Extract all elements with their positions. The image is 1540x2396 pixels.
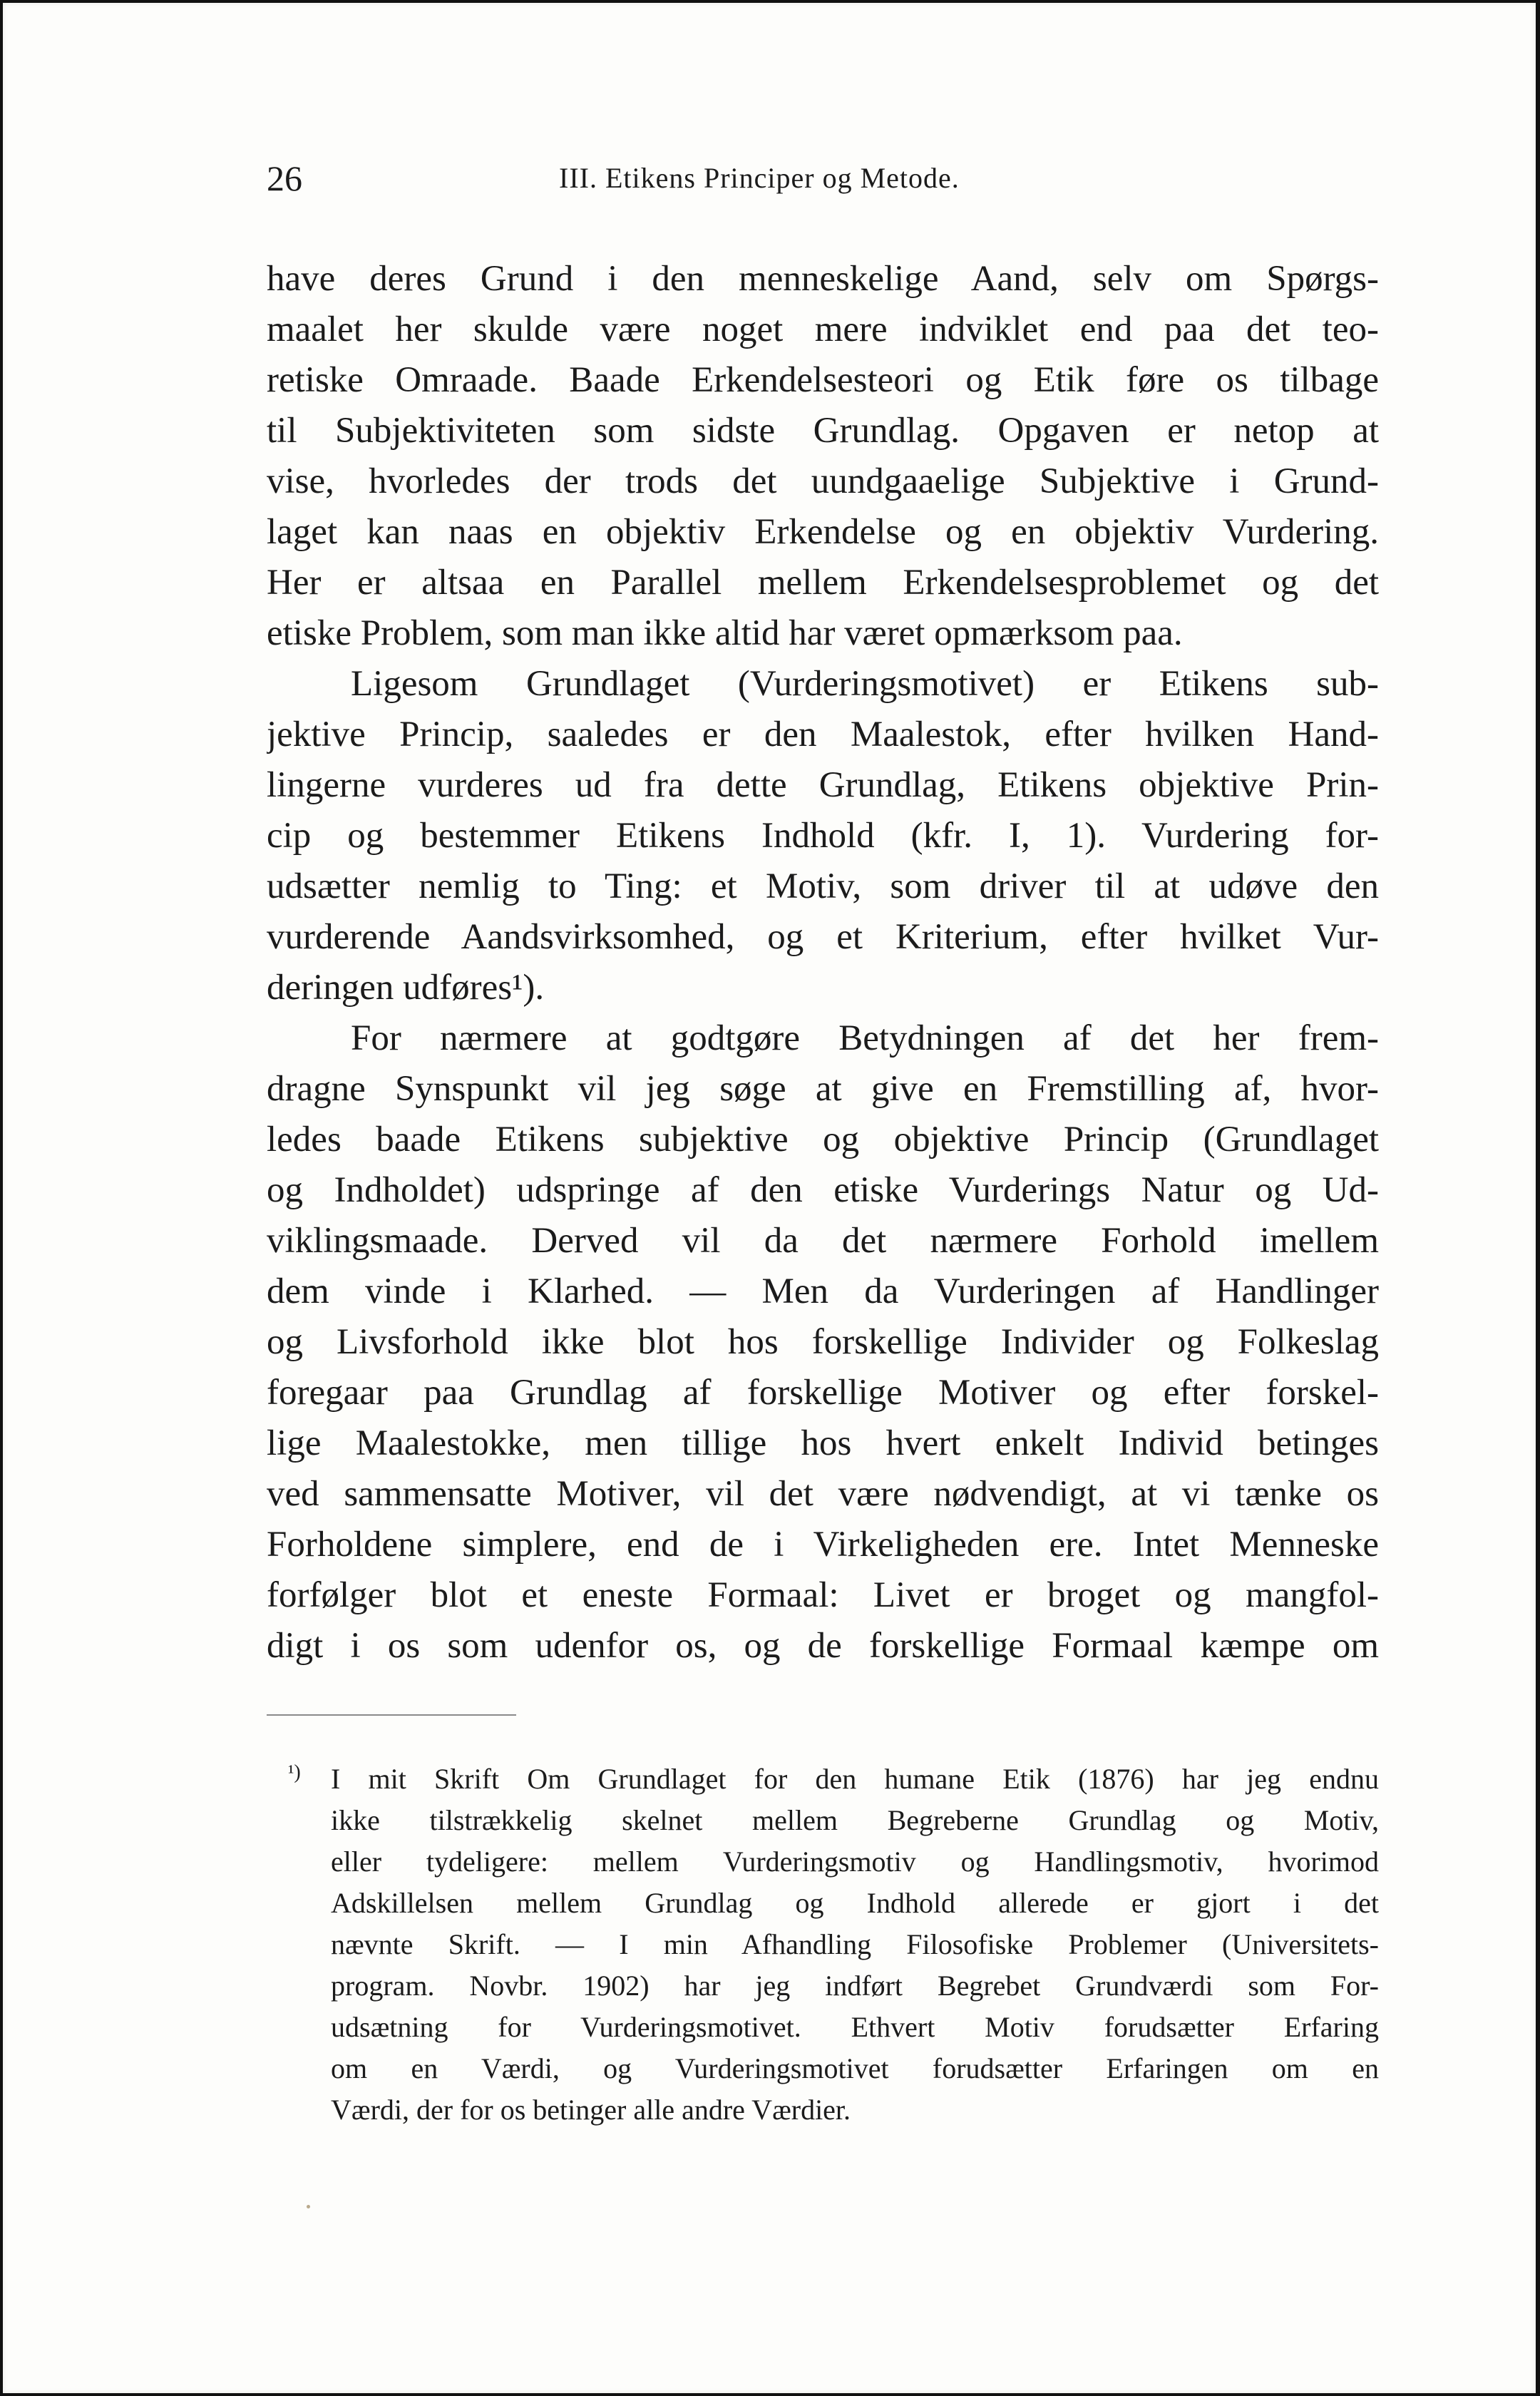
footnote-divider <box>267 1714 516 1716</box>
footnote-marker: ¹) <box>288 1761 301 1783</box>
text-line: For nærmere at godtgøre Betydningen af det her frem- <box>351 1018 1379 1058</box>
text-line: vise, hvorledes der trods det uundgaaelige Subjektive i Grund- <box>267 461 1379 501</box>
text-line: Forholdene simplere, end de i Virkeligheden ere. Intet Menneske <box>267 1525 1379 1565</box>
text-line: Ligesom Grundlaget (Vurderingsmotivet) er Etikens sub- <box>351 664 1379 704</box>
text-line: retiske Omraade. Baade Erkendelsesteori og Etik føre os tilbage <box>267 360 1379 400</box>
footnote-line <box>288 1758 1379 1800</box>
footnote <box>288 1758 1379 2131</box>
paper-speck <box>307 2205 310 2208</box>
page-number: 26 <box>267 158 302 198</box>
running-head: III. Etikens Principer og Metode. <box>559 162 960 194</box>
text-line: og Livsforhold ikke blot hos forskellige Individer og Folkeslag <box>267 1322 1379 1362</box>
body-text <box>267 254 1379 1671</box>
text-line: deringen udføres¹). <box>267 968 545 1008</box>
text-line: have deres Grund i den menneskelige Aand, selv om Spørgs- <box>267 259 1379 299</box>
text-line: lige Maalestokke, men tillige hos hvert enkelt Individ betinges <box>267 1423 1379 1463</box>
text-line: digt i os som udenfor os, og de forskellige Formaal kæmpe om <box>267 1626 1379 1666</box>
footnote-line: om en Værdi, og Vurderingsmotivet forudsætter Erfaringen om en <box>331 2052 1379 2084</box>
text-line: etiske Problem, som man ikke altid har været opmærksom paa. <box>267 613 1183 653</box>
text-line: laget kan naas en objektiv Erkendelse og en objektiv Vurdering. <box>267 512 1379 552</box>
footnote-line: Adskillelsen mellem Grundlag og Indhold allerede er gjort i det <box>331 1887 1379 1919</box>
book-page <box>3 3 1536 2393</box>
text-line: dem vinde i Klarhed. — Men da Vurderingen af Handlinger <box>267 1271 1379 1311</box>
footnote-line-text: I mit Skrift Om Grundlaget for den humane Etik (1876) har jeg endnu <box>331 1763 1379 1795</box>
text-line: ved sammensatte Motiver, vil det være nødvendigt, at vi tænke os <box>267 1474 1379 1514</box>
text-line: og Indholdet) udspringe af den etiske Vurderings Natur og Ud- <box>267 1170 1379 1210</box>
text-line: ledes baade Etikens subjektive og objektive Princip (Grundlaget <box>267 1120 1379 1159</box>
text-line: forfølger blot et eneste Formaal: Livet er broget og mangfol- <box>267 1575 1379 1615</box>
footnote-line: udsætning for Vurderingsmotivet. Ethvert Motiv forudsætter Erfaring <box>331 2011 1379 2043</box>
text-line: maalet her skulde være noget mere indviklet end paa det teo- <box>267 309 1379 349</box>
footnote-line: eller tydeligere: mellem Vurderingsmotiv og Handlingsmotiv, hvorimod <box>331 1845 1379 1878</box>
text-line: til Subjektiviteten som sidste Grundlag. Opgaven er netop at <box>267 411 1379 451</box>
text-line: foregaar paa Grundlag af forskellige Motiver og efter forskel- <box>267 1373 1379 1413</box>
text-line: vurderende Aandsvirksomhed, og et Kriterium, efter hvilket Vur- <box>267 917 1379 957</box>
footnote-line: nævnte Skrift. — I min Afhandling Filosofiske Problemer (Universitets- <box>331 1928 1379 1960</box>
footnote-line: program. Novbr. 1902) har jeg indført Begrebet Grundværdi som For- <box>331 1970 1379 2002</box>
text-line: viklingsmaade. Derved vil da det nærmere Forhold imellem <box>267 1221 1379 1261</box>
text-line: udsætter nemlig to Ting: et Motiv, som driver til at udøve den <box>267 866 1379 906</box>
text-line: jektive Princip, saaledes er den Maalestok, efter hvilken Hand- <box>267 715 1379 754</box>
text-line: dragne Synspunkt vil jeg søge at give en Fremstilling af, hvor- <box>267 1069 1379 1109</box>
text-line: cip og bestemmer Etikens Indhold (kfr. I, 1). Vurdering for- <box>267 816 1379 856</box>
text-line: lingerne vurderes ud fra dette Grundlag, Etikens objektive Prin- <box>267 765 1379 805</box>
footnote-line: Værdi, der for os betinger alle andre Værdier. <box>331 2094 851 2126</box>
page-header <box>267 157 1379 200</box>
text-line: Her er altsaa en Parallel mellem Erkendelsesproblemet og det <box>267 563 1379 603</box>
footnote-line: ikke tilstrækkelig skelnet mellem Begreberne Grundlag og Motiv, <box>331 1804 1379 1836</box>
